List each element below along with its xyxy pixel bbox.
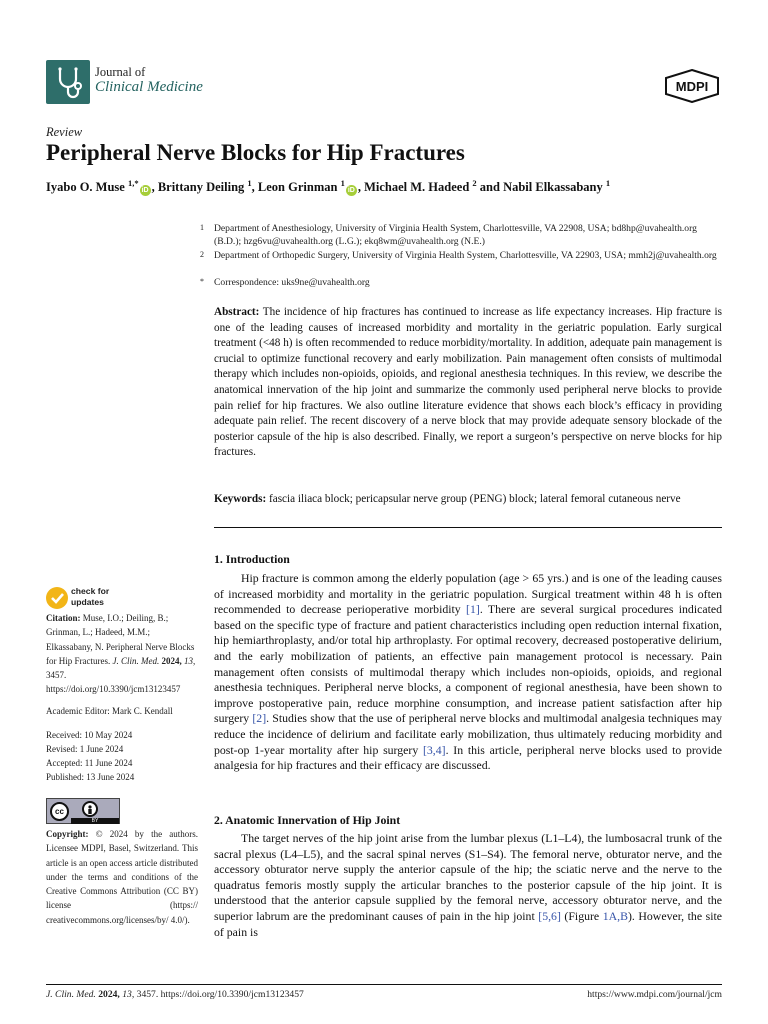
page-title: Peripheral Nerve Blocks for Hip Fractures <box>46 140 465 165</box>
check-updates-line1: check for <box>71 586 110 596</box>
author-affiliation: 1 <box>340 177 345 188</box>
check-updates-icon <box>46 587 68 609</box>
author-affiliation: 1,* <box>127 177 139 188</box>
section-heading-anatomic-innervation: 2. Anatomic Innervation of Hip Joint <box>214 813 401 827</box>
authors-and: and <box>479 180 500 194</box>
orcid-icon[interactable]: iD <box>347 187 355 194</box>
citation-link[interactable]: [1] <box>466 602 480 617</box>
footer-volume: 13, <box>122 989 135 1000</box>
date-published: Published: 13 June 2024 <box>46 772 135 782</box>
paragraph-text: . There are several surgical procedures indicated based on the specific type of fracture and patient characteristics including open reduction internal fixation, hip hemiarthroplasty, and/or total hip arthroplasty. For optimal recovery, decreased postoperative delirium, and the early mobilization of patients, an effective pain management protocol is necessary. Pain management often consists of multimodal therapy which includes non-opioids, opioids, and regional anesthesia techniques. Peripheral nerve blocks, a component of regional anesthesia, have been shown to improve postoperative pain, reduce morphine consumption, and increase patient satisfaction after hip surgery <box>214 602 722 726</box>
abstract <box>214 305 722 461</box>
check-updates-label <box>71 586 131 607</box>
correspondence <box>200 276 724 289</box>
citation-year: 2024, <box>161 655 182 666</box>
date-accepted: Accepted: 11 June 2024 <box>46 758 133 768</box>
date-received: Received: 10 May 2024 <box>46 730 133 740</box>
footer-journal: J. Clin. Med. <box>46 989 96 1000</box>
paragraph-text: The target nerves of the hip joint arise from the lumbar plexus (L1–L4), the lumbosacral trunk of the sacral plexus (L4–L5), and the sacral spinal nerves (S1–S4). The femoral nerve, obturator nerve, and the accessory obturator nerve supply the anterior capsule of the hip; the sciatic nerve and the nerve to the quadratus femoris mostly supply the articular branches to the posterior capsule of the hip joint. It is understood that the anterior capsule supplied by the femoral nerve, accessory obturator nerve, and the superior labrum are the predominant causes of pain in the hip joint <box>214 831 722 923</box>
affiliation-mark: 1 <box>200 223 204 232</box>
affiliation-text: Department of Orthopedic Surgery, University of Virginia Health System, Charlottesville, VA 22903, USA; mmh2j@uvahealth.org <box>214 250 717 261</box>
footer-doi[interactable]: 3457. https://doi.org/10.3390/jcm13123457 <box>136 989 304 1000</box>
citation-volume: 13, <box>183 655 196 666</box>
author-list: Iyabo O. Muse $^{1,*}$iD , Brittany Deiling $^1$, Leon Grinman $^1$iD , Michael M. Hadeed $^2$ and Nabil Elkassabany $^1$ <box>46 177 611 194</box>
cc-icon: cc <box>50 802 69 821</box>
divider <box>214 527 722 528</box>
journal-logo-icon <box>46 60 90 104</box>
footer-year: 2024, <box>98 989 120 1000</box>
author-name[interactable]: Nabil Elkassabany <box>503 180 603 194</box>
mdpi-logo-text: MDPI <box>675 79 709 94</box>
academic-editor: Academic Editor: Mark C. Kendall <box>46 706 173 716</box>
copyright <box>46 827 198 927</box>
citation-link[interactable]: [2] <box>252 711 267 726</box>
copyright-text: © 2024 by the authors. Licensee MDPI, Basel, Switzerland. This article is an open access article distributed under the terms and conditions of the Creative Commons Attribution (CC BY) license (https:// creativecommons.org/licenses/by/ 4.0/). <box>46 829 199 925</box>
paragraph-anatomic-innervation <box>214 831 722 940</box>
paragraph-text: ). However, the site of pain is <box>214 908 722 939</box>
author-name[interactable]: Leon Grinman <box>257 180 338 194</box>
author-name[interactable]: Brittany Deiling <box>157 180 245 194</box>
cc-by-license-badge[interactable] <box>46 798 120 824</box>
keywords-label: Keywords: <box>214 493 267 505</box>
citation-doi[interactable]: 3457. https://doi.org/10.3390/jcm13123457 <box>46 670 181 695</box>
author-name[interactable]: Michael M. Hadeed <box>364 180 470 194</box>
paragraph-text: . Studies show that the use of peripheral nerve blocks and multimodal analgesia techniques may reduce the incidence of delirium and facilitate early mobilization, thus ultimately reducing morbidity and post-op 1-year mortality after hip surgery <box>214 711 722 757</box>
journal-of-label: Journal of <box>95 65 146 79</box>
footer-divider <box>46 984 722 985</box>
keywords-text: fascia iliaca block; pericapsular nerve group (PENG) block; lateral femoral cutaneous nerve <box>269 493 681 505</box>
figure-link[interactable]: 1A,B <box>602 908 628 923</box>
author-affiliation: 2 <box>472 177 477 188</box>
author-affiliation: 1 <box>247 177 252 188</box>
article-type: Review <box>46 125 83 139</box>
paragraph-text: . In this article, peripheral nerve blocks used to provide analgesia for hip fractures and their efficacy are discussed. <box>214 742 723 773</box>
affiliation-mark: * <box>200 277 204 286</box>
citation-link[interactable]: [5,6] <box>538 908 561 923</box>
citation-text: Muse, I.O.; Deiling, B.; Grinman, L.; Hadeed, M.M.; Elkassabany, N. Peripheral Nerve Blocks for Hip Fractures. <box>46 613 195 666</box>
section-heading-introduction: 1. Introduction <box>214 552 290 566</box>
citation-journal: J. Clin. Med. <box>112 655 160 666</box>
citation <box>46 611 198 697</box>
affiliation-text: Department of Anesthesiology, University of Virginia Health System, Charlottesville, VA 22908, USA; bd8hp@uvahealth.org (B.D.); hzg6vu@uvahealth.org (L.G.); ekq8wm@uvahealth.org (N.E.) <box>214 223 697 248</box>
affiliation-2 <box>200 249 724 262</box>
abstract-text: The incidence of hip fractures has continued to increase as life expectancy increases. Hip fracture is one of the leading causes of increased morbidity and mortality in the geriatric population. Early surgical treatment (<48 h) is often recommended to reduce morbidity/mortality. In addition, adequate pain management is crucial to optimize functional recovery and early mobilization. Pain management often consists of multimodal therapy which includes non-opioids, opioids, and regional anesthesia techniques. In this review, we describe the anatomical innervation of the hip joint and summarize the commonly used peripheral nerve blocks to provide pain relief for hip fractures. We also outline literature evidence that shows each block’s efficacy in providing adequate pain relief. The recent discovery of a nerve block that may provide adequate sensory blockade of the posterior capsule of the hip is also described. Finally, we report a surgeon’s perspective on nerve blocks for hip fractures. <box>214 306 722 459</box>
copyright-label: Copyright: <box>46 829 89 839</box>
citation-label: Citation: <box>46 613 81 623</box>
affiliation-text[interactable]: Correspondence: uks9ne@uvahealth.org <box>214 277 370 288</box>
by-person-icon <box>82 801 98 817</box>
author-name[interactable]: Iyabo O. Muse <box>46 180 125 194</box>
footer-citation <box>46 989 304 1000</box>
check-for-updates-button[interactable] <box>46 585 126 611</box>
affiliation-mark: 2 <box>200 250 204 259</box>
author-affiliation: 1 <box>605 177 611 188</box>
citation-link[interactable]: [3,4] <box>422 742 446 757</box>
by-label: BY <box>71 818 119 824</box>
paragraph-text: Hip fracture is common among the elderly population (age > 65 yrs.) and is one of the leading causes of increased morbidity and mortality in the geriatric population. Surgical treatment within 48 h is often recommended to decrease perioperative morbidity <box>214 571 722 617</box>
affiliation-1 <box>200 222 724 249</box>
check-updates-line2: updates <box>71 596 104 607</box>
paragraph-text: (Figure <box>560 908 603 923</box>
footer-journal-url[interactable]: https://www.mdpi.com/journal/jcm <box>587 989 722 1000</box>
paragraph-introduction <box>214 571 722 774</box>
orcid-icon[interactable]: iD <box>141 187 149 194</box>
abstract-label: Abstract: <box>214 306 260 318</box>
date-revised: Revised: 1 June 2024 <box>46 744 124 754</box>
keywords <box>214 492 724 508</box>
journal-name: Clinical Medicine <box>95 79 203 95</box>
mdpi-logo <box>664 69 720 108</box>
